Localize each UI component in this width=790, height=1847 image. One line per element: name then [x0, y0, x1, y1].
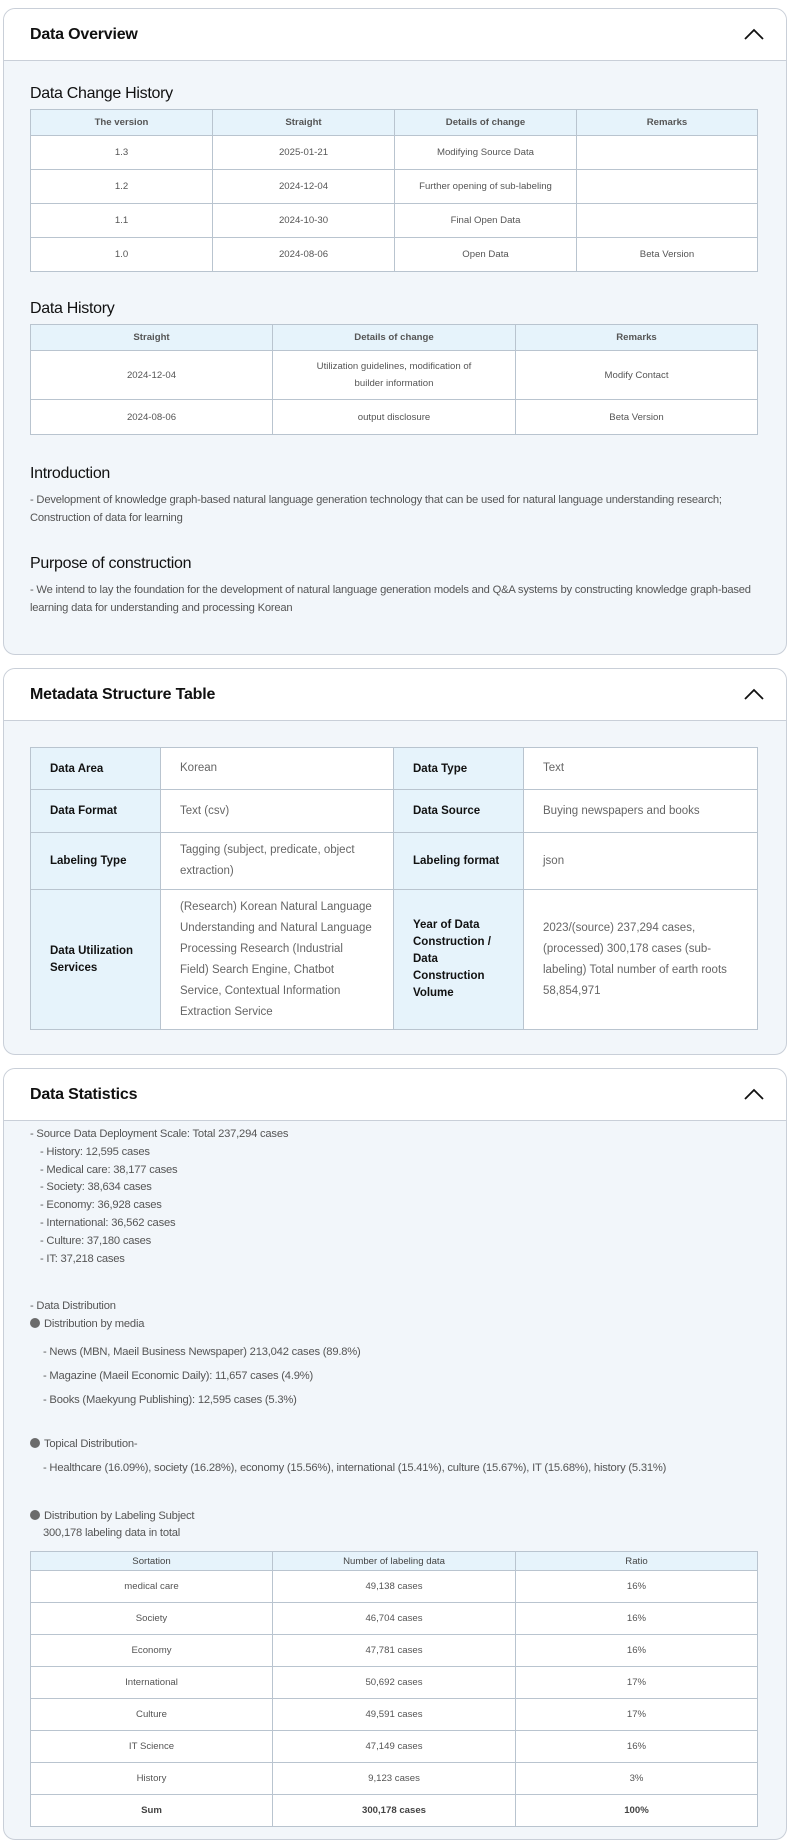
table-row-sum	[31, 1795, 758, 1827]
metadata-header[interactable]	[4, 669, 786, 721]
panel-title: Metadata Structure Table	[30, 685, 216, 703]
table-cell: 9,123 cases	[273, 1763, 516, 1795]
column-header: Number of labeling data	[273, 1552, 516, 1571]
media-list	[30, 1340, 760, 1412]
table-cell: Utilization guidelines, modification of builder information	[273, 351, 516, 400]
table-row	[31, 204, 758, 238]
table-cell: Economy	[31, 1635, 273, 1667]
table-row	[31, 748, 758, 790]
column-header: Remarks	[516, 325, 758, 351]
metadata-label: Data Area	[31, 748, 161, 790]
section-heading: Data Change History	[30, 85, 173, 102]
table-cell	[577, 204, 758, 238]
column-header: Straight	[213, 110, 395, 136]
metadata-label: Data Type	[394, 748, 524, 790]
table-cell: Open Data	[395, 238, 577, 272]
table-cell: 17%	[516, 1699, 758, 1731]
list-item: - Books (Maekyung Publishing): 12,595 cases (5.3%)	[43, 1393, 297, 1406]
metadata-label: Data Utilization Services	[31, 890, 161, 1030]
table-cell: 16%	[516, 1731, 758, 1763]
metadata-label: Labeling Type	[31, 833, 161, 890]
table-cell: Sum	[31, 1795, 273, 1827]
list-item: - Culture: 37,180 cases	[40, 1234, 152, 1247]
labeling-heading-label: Distribution by Labeling Subject	[44, 1509, 195, 1522]
table-cell: 2024-12-04	[213, 170, 395, 204]
table-cell: Modify Contact	[516, 351, 758, 400]
metadata-panel	[3, 668, 787, 1055]
labeling-subtext: 300,178 labeling data in total	[43, 1527, 181, 1540]
table-cell: 300,178 cases	[273, 1795, 516, 1827]
table-cell: International	[31, 1667, 273, 1699]
table-cell: History	[31, 1763, 273, 1795]
bullet-icon	[30, 1438, 40, 1448]
table-cell: 1.1	[31, 204, 213, 238]
metadata-label: Data Source	[394, 790, 524, 833]
table-cell: 1.0	[31, 238, 213, 272]
table-cell: medical care	[31, 1571, 273, 1603]
table-cell: 16%	[516, 1603, 758, 1635]
chevron-up-icon[interactable]	[742, 1085, 766, 1105]
table-cell: 2024-08-06	[31, 400, 273, 435]
metadata-value: (Research) Korean Natural Language Understanding and Natural Language Processing Research (Industrial Field) Search Engine, Chatbot Service, Contextual Information Extraction Service	[161, 890, 394, 1030]
table-cell: Society	[31, 1603, 273, 1635]
list-item: - International: 36,562 cases	[40, 1216, 176, 1229]
table-row	[31, 833, 758, 890]
table-cell: 2024-08-06	[213, 238, 395, 272]
table-row	[31, 1699, 758, 1731]
list-item: - History: 12,595 cases	[40, 1145, 150, 1158]
table-row	[31, 351, 758, 400]
data-overview-panel	[3, 8, 787, 655]
column-header: Remarks	[577, 110, 758, 136]
table-row	[31, 170, 758, 204]
source-list	[30, 1144, 760, 1269]
table-row	[31, 1571, 758, 1603]
column-header: Sortation	[31, 1552, 273, 1571]
table-cell: IT Science	[31, 1731, 273, 1763]
table-cell: output disclosure	[273, 400, 516, 435]
table-cell: Further opening of sub-labeling	[395, 170, 577, 204]
media-heading	[30, 1316, 760, 1334]
column-header: Ratio	[516, 1552, 758, 1571]
section-heading: Data History	[30, 300, 115, 317]
table-cell: 2025-01-21	[213, 136, 395, 170]
table-cell: Beta Version	[577, 238, 758, 272]
topical-text: - Healthcare (16.09%), society (16.28%), economy (15.56%), international (15.41%), culture (15.67%), IT (15.68%), history (5.31%)	[43, 1461, 667, 1474]
metadata-value: 2023/(source) 237,294 cases, (processed) 300,178 cases (sub-labeling) Total number of earth roots 58,854,971	[524, 890, 758, 1030]
list-item: - Magazine (Maeil Economic Daily): 11,657 cases (4.9%)	[43, 1369, 314, 1382]
table-cell: 17%	[516, 1667, 758, 1699]
table-row	[31, 238, 758, 272]
list-item: - Medical care: 38,177 cases	[40, 1163, 178, 1176]
metadata-value: Buying newspapers and books	[524, 790, 758, 833]
table-cell: 2024-10-30	[213, 204, 395, 238]
panel-title: Data Statistics	[30, 1085, 138, 1103]
table-cell: 3%	[516, 1763, 758, 1795]
data-overview-header[interactable]	[4, 9, 786, 61]
column-header: Details of change	[395, 110, 577, 136]
list-item: - Economy: 36,928 cases	[40, 1199, 162, 1212]
table-row	[31, 1603, 758, 1635]
table-cell: 50,692 cases	[273, 1667, 516, 1699]
table-cell: 100%	[516, 1795, 758, 1827]
metadata-value: Text (csv)	[161, 790, 394, 833]
table-cell: 16%	[516, 1571, 758, 1603]
list-item: - Society: 38,634 cases	[40, 1181, 152, 1194]
table-row	[31, 1731, 758, 1763]
metadata-table	[30, 747, 758, 1030]
list-item: - IT: 37,218 cases	[40, 1252, 125, 1265]
bullet-icon	[30, 1510, 40, 1520]
table-row	[31, 790, 758, 833]
metadata-value: json	[524, 833, 758, 890]
metadata-value: Text	[524, 748, 758, 790]
table-cell: Beta Version	[516, 400, 758, 435]
column-header: Details of change	[273, 325, 516, 351]
bullet-icon	[30, 1318, 40, 1328]
data-statistics-panel	[3, 1068, 787, 1840]
chevron-up-icon[interactable]	[742, 25, 766, 45]
table-row	[31, 400, 758, 435]
topical-heading-label: Topical Distribution-	[44, 1437, 138, 1450]
table-cell: 2024-12-04	[31, 351, 273, 400]
change-history-table	[30, 109, 758, 272]
labeling-heading	[30, 1508, 760, 1526]
table-cell: 46,704 cases	[273, 1603, 516, 1635]
list-item: - News (MBN, Maeil Business Newspaper) 213,042 cases (89.8%)	[43, 1345, 361, 1358]
source-scale: - Source Data Deployment Scale: Total 237,294 cases	[30, 1128, 289, 1140]
table-cell	[577, 170, 758, 204]
panel-title: Data Overview	[30, 25, 138, 43]
chevron-up-icon[interactable]	[742, 685, 766, 705]
section-heading: Introduction	[30, 465, 111, 482]
topical-heading	[30, 1436, 760, 1454]
table-cell: 1.2	[31, 170, 213, 204]
table-row	[31, 1635, 758, 1667]
table-cell: 47,781 cases	[273, 1635, 516, 1667]
metadata-label: Data Format	[31, 790, 161, 833]
media-heading-label: Distribution by media	[44, 1318, 145, 1331]
distribution-heading: - Data Distribution	[30, 1300, 116, 1313]
metadata-label: Year of Data Construction / Data Construction Volume	[394, 890, 524, 1030]
table-cell: 49,591 cases	[273, 1699, 516, 1731]
table-row	[31, 1763, 758, 1795]
section-heading: Purpose of construction	[30, 555, 192, 572]
table-row	[31, 890, 758, 1030]
column-header: The version	[31, 110, 213, 136]
introduction-text: - Development of knowledge graph-based natural language generation technology that can be used for natural language understanding research; Construction of data for learning	[30, 494, 722, 524]
table-cell: 16%	[516, 1635, 758, 1667]
metadata-value: Tagging (subject, predicate, object extraction)	[161, 833, 394, 890]
table-row	[31, 1667, 758, 1699]
purpose-text: - We intend to lay the foundation for the development of natural language generation models and Q&A systems by constructing knowledge graph-based learning data for understanding and processing Korean	[30, 584, 751, 614]
table-cell: Final Open Data	[395, 204, 577, 238]
metadata-value: Korean	[161, 748, 394, 790]
table-row	[31, 136, 758, 170]
table-cell: Modifying Source Data	[395, 136, 577, 170]
labeling-table	[30, 1551, 758, 1827]
metadata-label: Labeling format	[394, 833, 524, 890]
table-cell: Culture	[31, 1699, 273, 1731]
table-cell: 49,138 cases	[273, 1571, 516, 1603]
table-cell	[577, 136, 758, 170]
table-cell: 1.3	[31, 136, 213, 170]
column-header: Straight	[31, 325, 273, 351]
table-cell: 47,149 cases	[273, 1731, 516, 1763]
data-statistics-header[interactable]	[4, 1069, 786, 1121]
data-history-table	[30, 324, 758, 435]
